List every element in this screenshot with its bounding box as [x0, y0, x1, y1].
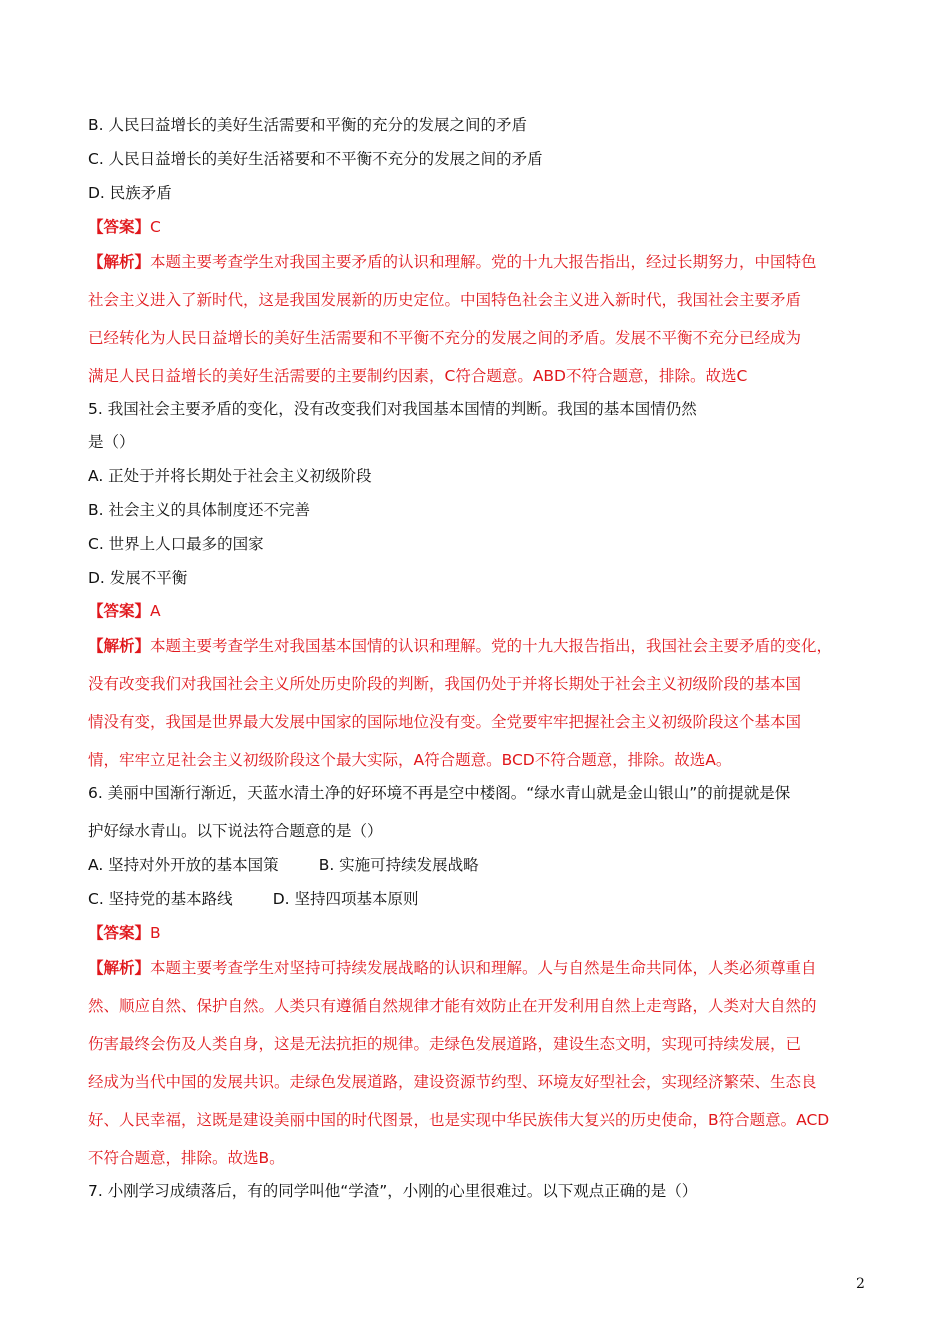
q6-options-row-2	[88, 888, 878, 910]
analysis-tag: 【解析】	[88, 959, 151, 977]
answer-value: C	[150, 218, 161, 236]
q6-analysis-line-3: 伤害最终会伤及人类自身，这是无法抗拒的规律。走绿色发展道路，建设生态文明，实现可持续发展，已	[88, 1035, 802, 1053]
q5-stem-line-1: 5. 我国社会主要矛盾的变化，没有改变我们对我国基本国情的判断。我国的基本国情仍然	[88, 400, 697, 418]
q4-option-d: D. 民族矛盾	[88, 184, 172, 202]
answer-tag: 【答案】	[88, 924, 151, 942]
q6-analysis-line-6: 不符合题意，排除。故选B。	[88, 1149, 285, 1167]
q4-analysis-line-1	[88, 251, 878, 273]
q6-analysis-line-1	[88, 957, 878, 979]
q6-options-row-1	[88, 854, 878, 876]
q5-analysis-line-3: 情没有变，我国是世界最大发展中国家的国际地位没有变。全党要牢牢把握社会主义初级阶段这个基本国	[88, 713, 802, 731]
answer-value: A	[150, 602, 161, 620]
q5-stem-line-2: 是（）	[88, 433, 135, 451]
answer-tag: 【答案】	[88, 218, 151, 236]
q5-option-d: D. 发展不平衡	[88, 569, 188, 587]
analysis-text: 本题主要考查学生对坚持可持续发展战略的认识和理解。人与自然是生命共同体，人类必须尊重自	[150, 959, 817, 977]
q5-option-c: C. 世界上人口最多的国家	[88, 535, 264, 553]
analysis-tag: 【解析】	[88, 253, 151, 271]
q5-analysis-line-4: 情，牢牢立足社会主义初级阶段这个最大实际，A符合题意。BCD不符合题意，排除。故选A。	[88, 751, 732, 769]
page-number: 2	[856, 1276, 865, 1292]
q4-option-b: B. 人民曰益增长的美好生活需要和平衡的充分的发展之间的矛盾	[88, 116, 527, 134]
q5-analysis-line-1	[88, 635, 878, 657]
q6-option-a: A. 坚持对外开放的基本国策	[88, 856, 279, 874]
answer-tag: 【答案】	[88, 602, 151, 620]
q6-analysis-line-2: 然、顺应自然、保护自然。人类只有遵循自然规律才能有效防止在开发利用自然上走弯路，人类对大自然的	[88, 997, 817, 1015]
analysis-text: 本题主要考查学生对我国基本国情的认识和理解。党的十九大报告指出，我国社会主要矛盾的变化，	[150, 637, 833, 655]
q6-analysis-line-5: 好、人民幸福，这既是建设美丽中国的时代图景，也是实现中华民族伟大复兴的历史使命，B符合题意。ACD	[88, 1111, 830, 1129]
q6-analysis-line-4: 经成为当代中国的发展共识。走绿色发展道路，建设资源节约型、环境友好型社会，实现经济繁荣、生态良	[88, 1073, 817, 1091]
q6-stem-line-1: 6. 美丽中国渐行渐近，天蓝水清土净的好环境不再是空中楼阁。“绿水青山就是金山银山”的前提就是保	[88, 784, 791, 802]
q5-option-b: B. 社会主义的具体制度还不完善	[88, 501, 310, 519]
q5-analysis-line-2: 没有改变我们对我国社会主义所处历史阶段的判断，我国仍处于并将长期处于社会主义初级阶段的基本国	[88, 675, 802, 693]
answer-value: B	[150, 924, 161, 942]
q5-answer	[88, 600, 878, 622]
q7-stem: 7. 小刚学习成绩落后，有的同学叫他“学渣”，小刚的心里很难过。以下观点正确的是（）	[88, 1182, 698, 1200]
q6-option-c: C. 坚持党的基本路线	[88, 890, 233, 908]
q6-stem-line-2: 护好绿水青山。以下说法符合题意的是（）	[88, 822, 383, 840]
q6-option-b: B. 实施可持续发展战略	[318, 856, 479, 874]
q6-option-d: D. 坚持四项基本原则	[272, 890, 419, 908]
q6-answer	[88, 922, 878, 944]
analysis-text: 本题主要考查学生对我国主要矛盾的认识和理解。党的十九大报告指出，经过长期努力，中国特色	[150, 253, 817, 271]
q4-option-c: C. 人民日益增长的美好生活褡要和不平衡不充分的发展之间的矛盾	[88, 150, 543, 168]
analysis-tag: 【解析】	[88, 637, 151, 655]
q5-option-a: A. 正处于并将长期处于社会主义初级阶段	[88, 467, 372, 485]
q4-analysis-line-3: 已经转化为人民日益增长的美好生活需要和不平衡不充分的发展之间的矛盾。发展不平衡不充分已经成为	[88, 329, 802, 347]
q4-analysis-line-2: 社会主义进入了新时代，这是我国发展新的历史定位。中国特色社会主义进入新时代，我国社会主要矛盾	[88, 291, 802, 309]
q4-analysis-line-4: 满足人民日益增长的美好生活需要的主要制约因素，C符合题意。ABD不符合题意，排除。故选C	[88, 367, 748, 385]
q4-answer	[88, 216, 878, 238]
